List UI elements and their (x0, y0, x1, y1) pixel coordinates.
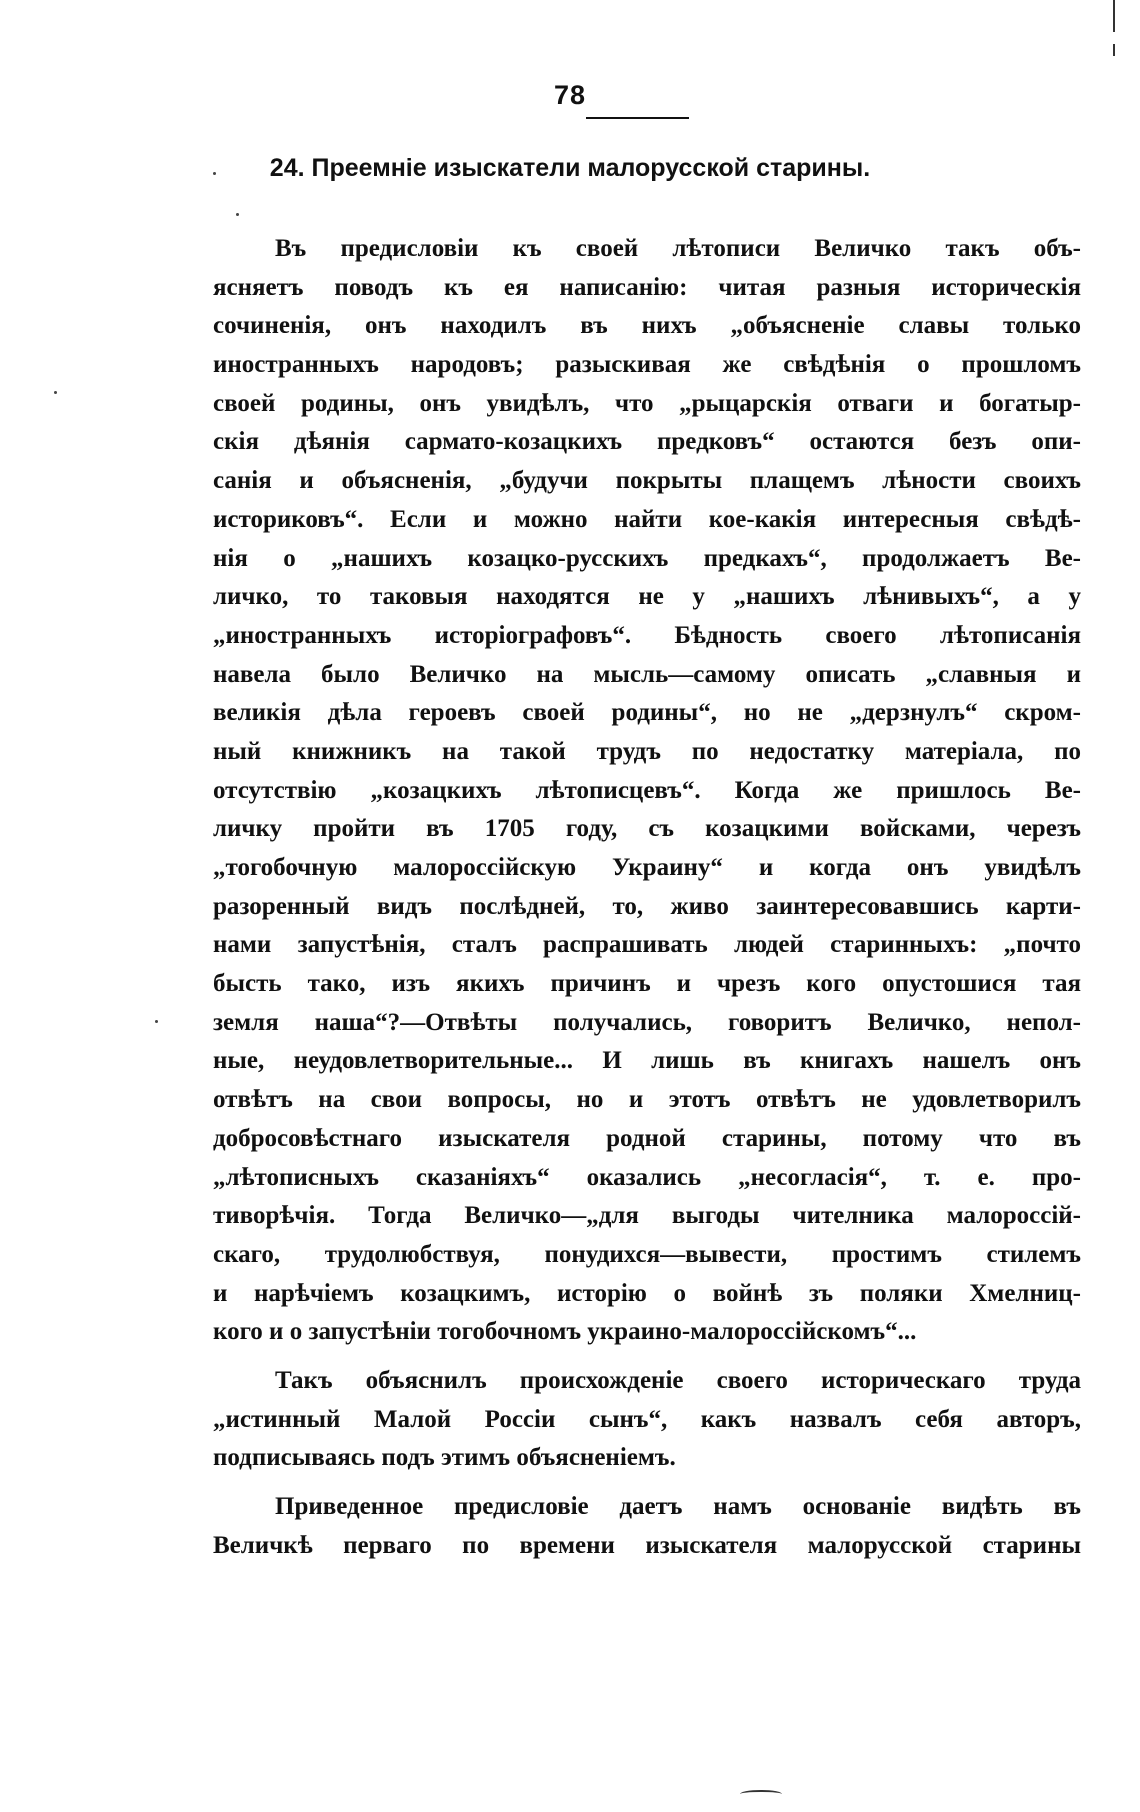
text-line: „истинный Малой Россіи сынъ“, какъ назвалъ себя авторъ, (213, 1405, 1081, 1433)
text-line: санія и объясненія, „будучи покрыты плащемъ лѣности своихъ (213, 467, 1081, 495)
text-line: Такъ объяснилъ происхожденіе своего историческаго труда (275, 1366, 1081, 1394)
text-line: Въ предисловіи къ своей лѣтописи Величко такъ объ- (275, 235, 1081, 262)
section-heading: 24. Преемніе изыскатели малорусской старины. (269, 154, 871, 182)
scan-speck (155, 1020, 158, 1023)
text-line: нія о „нашихъ козацко-русскихъ предкахъ“, продолжаетъ Ве- (213, 544, 1081, 572)
text-line: ные, неудовлетворительные... И лишь въ книгахъ нашелъ онъ (213, 1047, 1081, 1075)
text-line: нами запустѣнія, сталъ распрашивать людей старинныхъ: „почто (213, 931, 1081, 959)
body-text (213, 230, 1081, 1565)
text-line: „иностранныхъ исторіографовъ“. Бѣдность своего лѣтописанія (213, 621, 1081, 649)
text-line: отсутствію „козацкихъ лѣтописцевъ“. Когда же пришлось Ве- (213, 776, 1081, 804)
text-line: подписываясь подъ этимъ объясненіемъ. (213, 1444, 676, 1472)
scan-speck (236, 213, 239, 216)
text-line: личку пройти въ 1705 году, съ козацкими войсками, черезъ (213, 815, 1081, 843)
text-line: ясняетъ поводъ къ ея написанію: читая разныя историческія (213, 273, 1081, 301)
text-line: ный книжникъ на такой трудъ по недостатку матеріала, по (213, 737, 1081, 765)
text-line: и нарѣчіемъ козацкимъ, исторію о войнѣ зъ поляки Хмелниц- (213, 1279, 1081, 1307)
page-number-rule (586, 117, 689, 119)
text-line: великія дѣла героевъ своей родины“, но не „дерзнулъ“ скром- (213, 699, 1081, 727)
text-line: иностранныхъ народовъ; разыскивая же свѣдѣнія о прошломъ (213, 351, 1081, 379)
scan-speck (54, 391, 57, 394)
text-line: отвѣтъ на свои вопросы, но и этотъ отвѣтъ не удовлетворилъ (213, 1086, 1081, 1114)
text-line: земля наша“?—Отвѣты получались, говоритъ Величко, непол- (213, 1008, 1081, 1036)
page-edge-mark (1113, 44, 1115, 56)
text-line: тиворѣчія. Тогда Величко—„для выгоды чителника малороссій- (213, 1202, 1081, 1230)
text-line: навела было Величко на мысль—самому описать „славныя и (213, 660, 1081, 688)
bottom-scribble (740, 1790, 782, 1798)
text-line: добросовѣстнаго изыскателя родной старины, потому что въ (213, 1124, 1081, 1152)
text-line: Величкѣ перваго по времени изыскателя малорусской старины (213, 1531, 1081, 1559)
text-line: своей родины, онъ увидѣлъ, что „рыцарскія отваги и богатыр- (213, 389, 1081, 417)
text-line: „тогобочную малороссійскую Украину“ и когда онъ увидѣлъ (213, 854, 1081, 881)
page-edge-mark (1113, 0, 1115, 32)
text-line: бысть тако, изъ якихъ причинъ и чрезъ кого опустошися тая (213, 970, 1081, 998)
text-line: кого и о запустѣніи тогобочномъ украино-малороссійскомъ“... (213, 1318, 917, 1346)
text-line: историковъ“. Если и можно найти кое-какія интересныя свѣдѣ- (213, 505, 1081, 533)
text-line: личко, то таковыя находятся не у „нашихъ лѣнивыхъ“, а у (213, 583, 1081, 611)
text-line: разоренный видъ послѣдней, то, живо заинтересовавшись карти- (213, 892, 1081, 920)
text-line: скаго, трудолюбствуя, понудихся—вывести, простимъ стилемъ (213, 1240, 1081, 1268)
page-number: 78 (553, 80, 587, 110)
text-line: сочиненія, онъ находилъ въ нихъ „объясненіе славы только (213, 312, 1081, 340)
text-line: „лѣтописныхъ сказаніяхъ“ оказались „несогласія“, т. е. про- (213, 1163, 1081, 1191)
text-line: Приведенное предисловіе даетъ намъ основаніе видѣть въ (275, 1493, 1081, 1520)
text-line: скія дѣянія сармато-козацкихъ предковъ“ остаются безъ опи- (213, 428, 1081, 456)
